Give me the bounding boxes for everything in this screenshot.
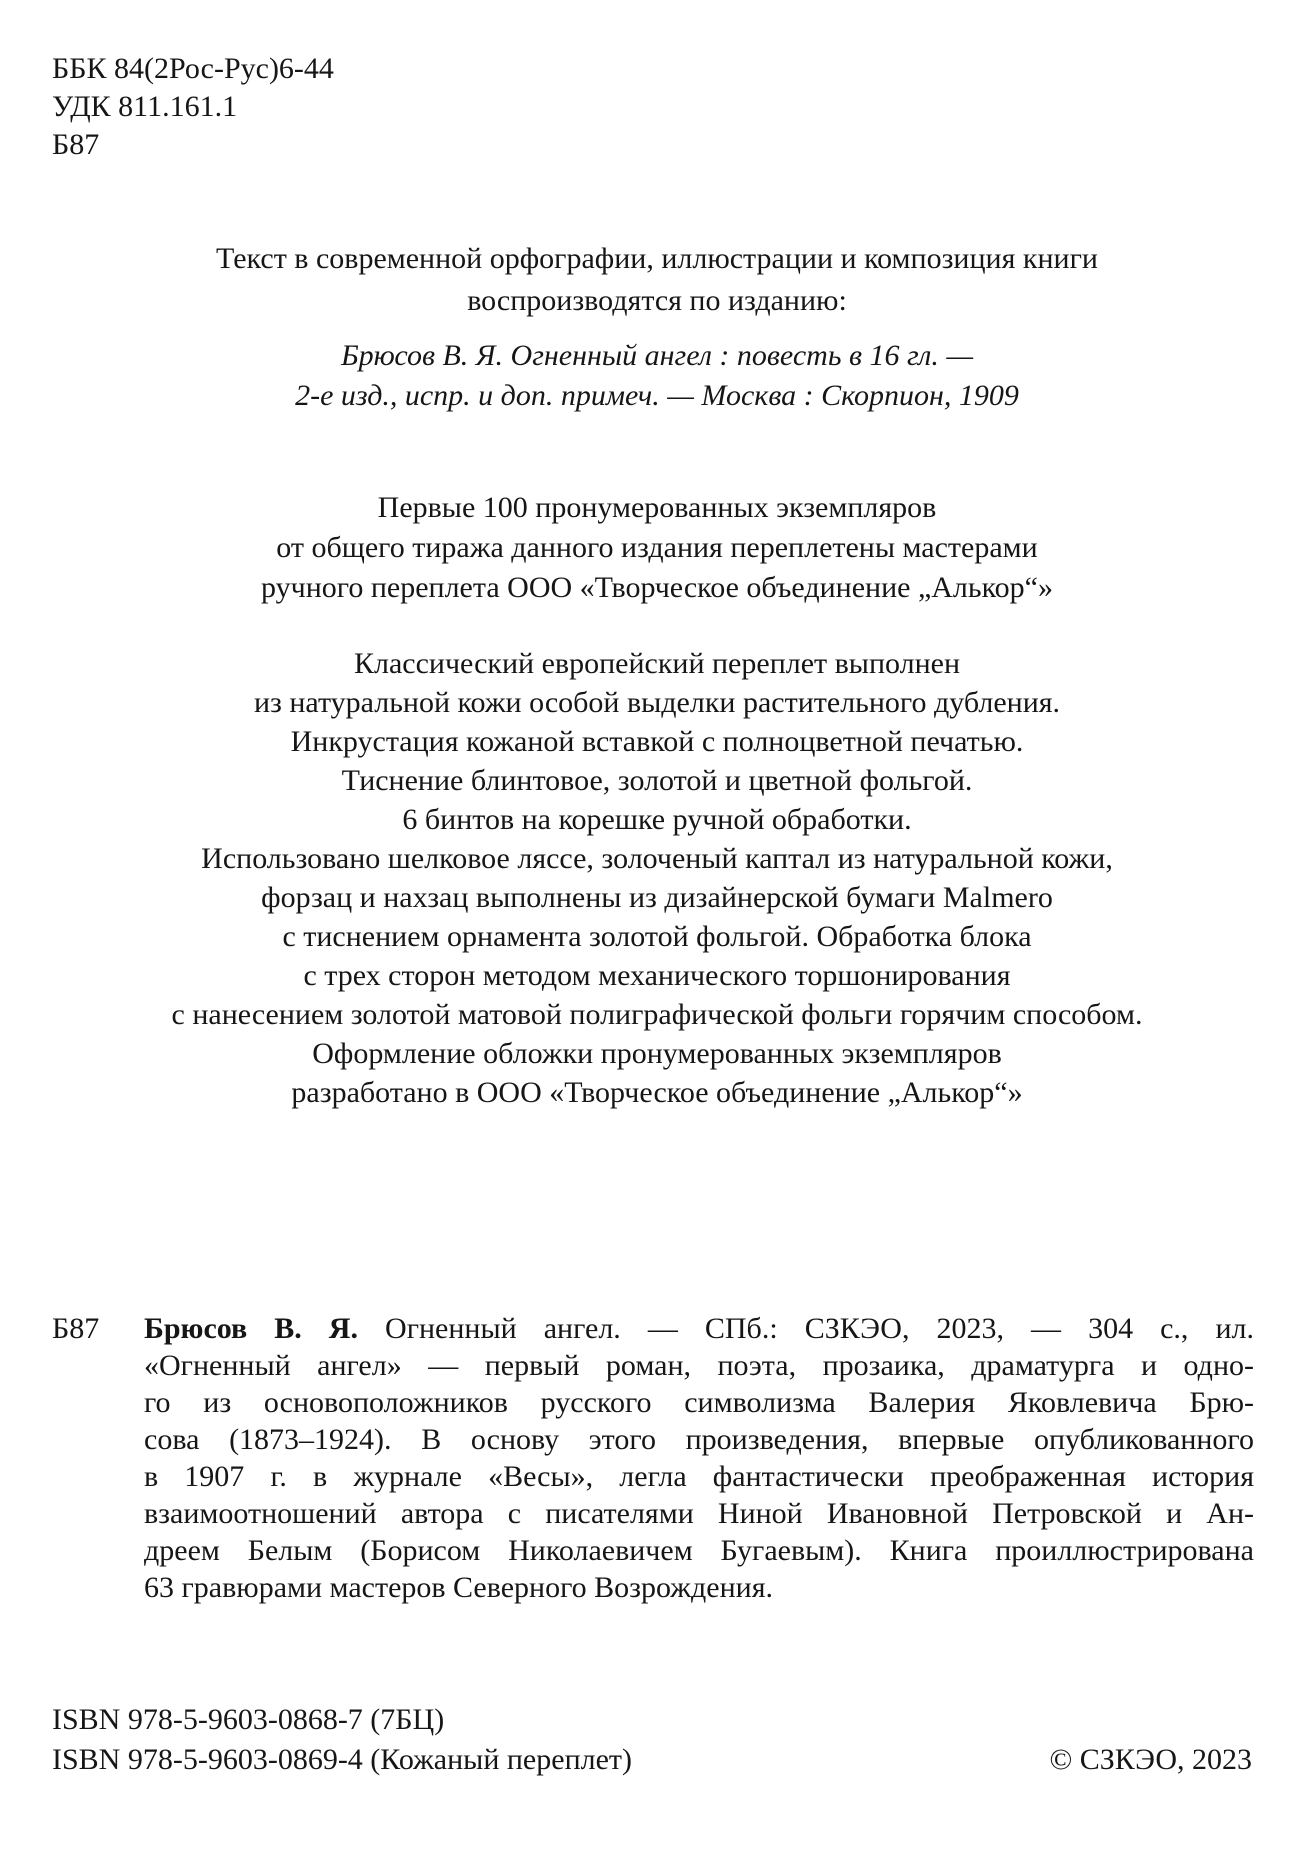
annotation-line: го из основоположников русского символизма Валерия Яковлевича Брю- — [144, 1386, 1254, 1419]
catalog-card-heading — [144, 1310, 1254, 1347]
bbk-code: ББК 84(2Рос-Рус)6-44 — [52, 52, 334, 85]
annotation-line: «Огненный ангел» — первый роман, поэта, прозаика, драматурга и одно- — [144, 1349, 1254, 1382]
binding-description — [60, 644, 1254, 1112]
numbered-copies-line: от общего тиража данного издания переплетены мастерами — [276, 531, 1038, 564]
numbered-copies-note — [60, 488, 1254, 608]
isbn-line: ISBN 978-5-9603-0868-7 (7БЦ) — [52, 1703, 445, 1736]
annotation-line: 63 гравюрами мастеров Северного Возрождения. — [144, 1571, 773, 1604]
catalog-card-author: Брюсов В. Я. — [144, 1312, 358, 1345]
source-reference — [60, 336, 1254, 416]
binding-line: с тиснением орнамента золотой фольгой. Обработка блока — [282, 920, 1032, 953]
binding-line: Оформление обложки пронумерованных экземпляров — [312, 1037, 1002, 1070]
copyright-notice: © СЗКЭО, 2023 — [1049, 1743, 1252, 1776]
binding-line: с нанесением золотой матовой полиграфической фольги горячим способом. — [171, 998, 1143, 1031]
binding-line: форзац и нахзац выполнены из дизайнерской бумаги Malmero — [261, 881, 1053, 914]
binding-line: с трех сторон методом механического торшонирования — [303, 959, 1011, 992]
udk-code: УДК 811.161.1 — [52, 90, 238, 123]
classification-block — [52, 50, 334, 164]
annotation-line: сова (1873–1924). В основу этого произведения, впервые опубликованного — [144, 1423, 1254, 1456]
catalog-card-title: Огненный ангел. — СПб.: СЗКЭО, 2023, — 304 с., ил. — [357, 1312, 1255, 1345]
binding-line: разработано в ООО «Творческое объединение „Алькор“» — [291, 1076, 1023, 1109]
numbered-copies-line: Первые 100 пронумерованных экземпляров — [377, 491, 937, 524]
source-note-line: Текст в современной орфографии, иллюстрации и композиция книги — [216, 242, 1098, 275]
source-note-line: воспроизводятся по изданию: — [467, 284, 847, 317]
binding-line: Классический европейский переплет выполнен — [353, 647, 961, 680]
catalog-card-code: Б87 — [52, 1312, 100, 1345]
binding-line: из натуральной кожи особой выделки растительного дубления. — [253, 686, 1061, 719]
binding-line: 6 бинтов на корешке ручной обработки. — [402, 803, 912, 836]
numbered-copies-line: ручного переплета ООО «Творческое объединение „Алькор“» — [261, 571, 1053, 604]
binding-line: Инкрустация кожаной вставкой с полноцветной печатью. — [290, 725, 1024, 758]
catalog-card — [144, 1310, 1254, 1606]
isbn-block — [52, 1700, 632, 1780]
source-reference-line: 2-е изд., испр. и доп. примеч. — Москва : Скорпион, 1909 — [295, 379, 1019, 412]
annotation-line: в 1907 г. в журнале «Весы», легла фантастически преображенная история — [144, 1460, 1254, 1493]
source-reference-line: Брюсов В. Я. Огненный ангел : повесть в 16 гл. — — [340, 339, 974, 372]
annotation-line: дреем Белым (Борисом Николаевичем Бугаевым). Книга проиллюстрирована — [144, 1534, 1254, 1567]
binding-line: Использовано шелковое ляссе, золоченый каптал из натуральной кожи, — [201, 842, 1113, 875]
annotation-line: взаимоотношений автора с писателями Ниной Ивановной Петровской и Ан- — [144, 1497, 1254, 1530]
author-mark: Б87 — [52, 128, 100, 161]
binding-line: Тиснение блинтовое, золотой и цветной фольгой. — [341, 764, 973, 797]
source-note — [60, 238, 1254, 322]
isbn-line: ISBN 978-5-9603-0869-4 (Кожаный переплет) — [52, 1743, 633, 1776]
